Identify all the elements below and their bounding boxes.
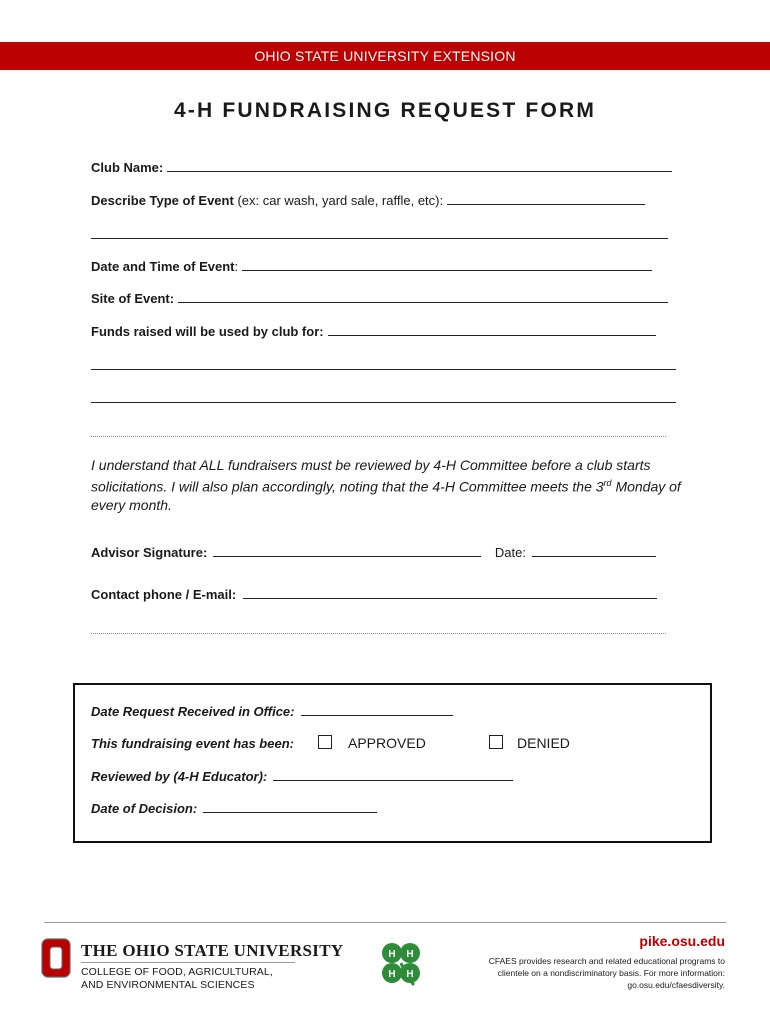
- block-o-logo: [41, 938, 71, 978]
- event-status-row: [91, 736, 294, 752]
- college-line-2: AND ENVIRONMENTAL SCIENCES: [81, 979, 255, 991]
- funds-label: Funds raised will be used by club for:: [91, 324, 324, 339]
- contact-field[interactable]: [243, 586, 657, 599]
- site-row: [91, 290, 668, 307]
- event-type-continuation-line[interactable]: [91, 238, 668, 239]
- approved-checkbox[interactable]: [318, 735, 332, 749]
- reviewed-by-label: Reviewed by (4-H Educator):: [91, 769, 268, 784]
- funds-continuation-line-2[interactable]: [91, 402, 676, 403]
- university-underline: [81, 962, 295, 963]
- date-time-field[interactable]: [242, 258, 652, 271]
- decision-date-field[interactable]: [203, 800, 377, 813]
- signature-date-field[interactable]: [532, 544, 656, 557]
- contact-label: Contact phone / E-mail:: [91, 587, 237, 602]
- received-label: Date Request Received in Office:: [91, 704, 295, 719]
- statement-text: I understand that ALL fundraisers must be reviewed by 4-H Committee before a club starts solicitations. I will also plan accordingly, noting that the 4-H Committee meets the 3: [91, 457, 651, 495]
- event-status-label: This fundraising event has been:: [91, 736, 294, 751]
- site-field[interactable]: [178, 290, 668, 303]
- contact-row: [91, 586, 657, 603]
- club-name-field[interactable]: [167, 159, 672, 172]
- extension-banner: [0, 42, 770, 70]
- advisor-signature-label: Advisor Signature:: [91, 545, 208, 560]
- four-h-clover-icon: [376, 939, 426, 989]
- club-name-label: Club Name:: [91, 160, 164, 175]
- date-time-label: Date and Time of Event: [91, 259, 235, 274]
- site-label: Site of Event:: [91, 291, 175, 306]
- block-o-letter: O: [55, 962, 57, 964]
- event-type-hint: (ex: car wash, yard sale, raffle, etc):: [237, 193, 444, 208]
- footer-divider: [44, 922, 726, 923]
- website-link[interactable]: pike.osu.edu: [639, 933, 725, 949]
- event-type-label: Describe Type of Event: [91, 193, 234, 208]
- advisor-row: [91, 544, 656, 561]
- approved-label: APPROVED: [348, 735, 426, 751]
- committee-statement: [91, 456, 691, 514]
- clover-h-2: H: [406, 949, 414, 960]
- college-name: [81, 966, 273, 992]
- decision-date-row: [91, 800, 377, 817]
- form-title: 4-H FUNDRAISING REQUEST FORM: [173, 99, 597, 122]
- event-type-row: [91, 192, 645, 209]
- banner-text: OHIO STATE UNIVERSITY EXTENSION: [254, 48, 516, 64]
- date-time-colon: :: [234, 259, 239, 274]
- nondiscrimination-statement: CFAES provides research and related educational programs to clientele on a nondiscriminatory basis. For more information: go.osu.edu/cfaesdiversity.: [488, 956, 725, 990]
- decision-date-label: Date of Decision:: [91, 801, 198, 816]
- funds-field[interactable]: [328, 323, 656, 336]
- reviewed-by-field[interactable]: [273, 768, 513, 781]
- signature-date-label: Date:: [494, 545, 526, 560]
- college-line-1: COLLEGE OF FOOD, AGRICULTURAL,: [81, 966, 273, 978]
- received-date-field[interactable]: [301, 703, 453, 716]
- club-name-row: [91, 159, 672, 176]
- university-name: THE OHIO STATE UNIVERSITY: [81, 941, 344, 960]
- event-type-field[interactable]: [447, 192, 645, 205]
- denied-label: DENIED: [517, 735, 570, 751]
- clover-h-4: H: [406, 969, 414, 980]
- denied-checkbox[interactable]: [489, 735, 503, 749]
- date-time-row: [91, 258, 652, 275]
- clover-h-1: H: [388, 949, 396, 960]
- dotted-divider-1: [91, 436, 666, 437]
- reviewed-by-row: [91, 768, 513, 785]
- funds-row: [91, 323, 656, 340]
- advisor-signature-field[interactable]: [213, 544, 481, 557]
- funds-continuation-line-1[interactable]: [91, 369, 676, 370]
- dotted-divider-2: [91, 633, 666, 634]
- received-row: [91, 703, 453, 720]
- statement-ordinal: rd: [603, 478, 612, 488]
- clover-h-3: H: [388, 969, 396, 980]
- statement-text-end: Monday of every month.: [91, 478, 681, 513]
